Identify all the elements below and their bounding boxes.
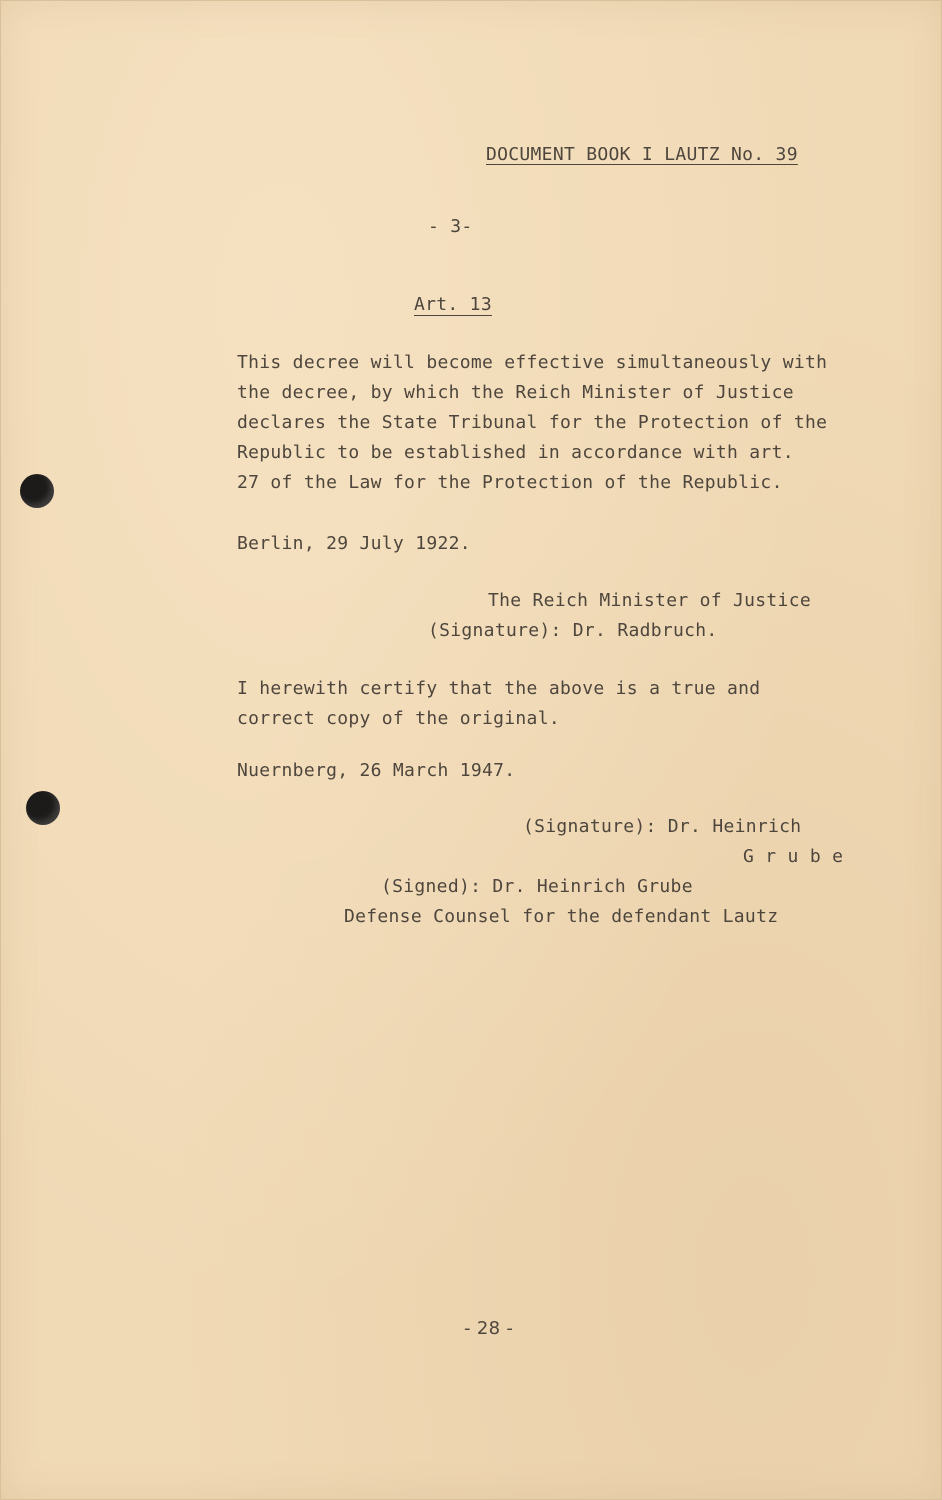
decree-date: Berlin, 29 July 1922. bbox=[237, 533, 471, 554]
page-number: - 28 - bbox=[464, 1318, 514, 1339]
inner-page-marker: - 3- bbox=[428, 216, 473, 237]
article-line: This decree will become effective simultaneously with bbox=[237, 352, 828, 373]
place-date: Nuernberg, 26 March 1947. bbox=[237, 760, 516, 781]
article-title: Art. 13 bbox=[414, 294, 492, 315]
counsel-signature-name: G r u b e bbox=[743, 846, 844, 867]
minister-title: The Reich Minister of Justice bbox=[488, 590, 811, 611]
counsel-role: Defense Counsel for the defendant Lautz bbox=[344, 906, 779, 927]
article-line: the decree, by which the Reich Minister of Justice bbox=[237, 382, 794, 403]
document-reference: DOCUMENT BOOK I LAUTZ No. 39 bbox=[486, 144, 798, 165]
article-line: 27 of the Law for the Protection of the Republic. bbox=[237, 472, 783, 493]
certification-line: I herewith certify that the above is a true and bbox=[237, 678, 761, 699]
minister-signature: (Signature): Dr. Radbruch. bbox=[428, 620, 718, 641]
counsel-signed: (Signed): Dr. Heinrich Grube bbox=[381, 876, 693, 897]
article-line: declares the State Tribunal for the Protection of the bbox=[237, 412, 828, 433]
counsel-signature-line: (Signature): Dr. Heinrich bbox=[523, 816, 802, 837]
punch-hole bbox=[20, 474, 54, 508]
article-line: Republic to be established in accordance with art. bbox=[237, 442, 794, 463]
certification-line: correct copy of the original. bbox=[237, 708, 560, 729]
punch-hole bbox=[26, 791, 60, 825]
